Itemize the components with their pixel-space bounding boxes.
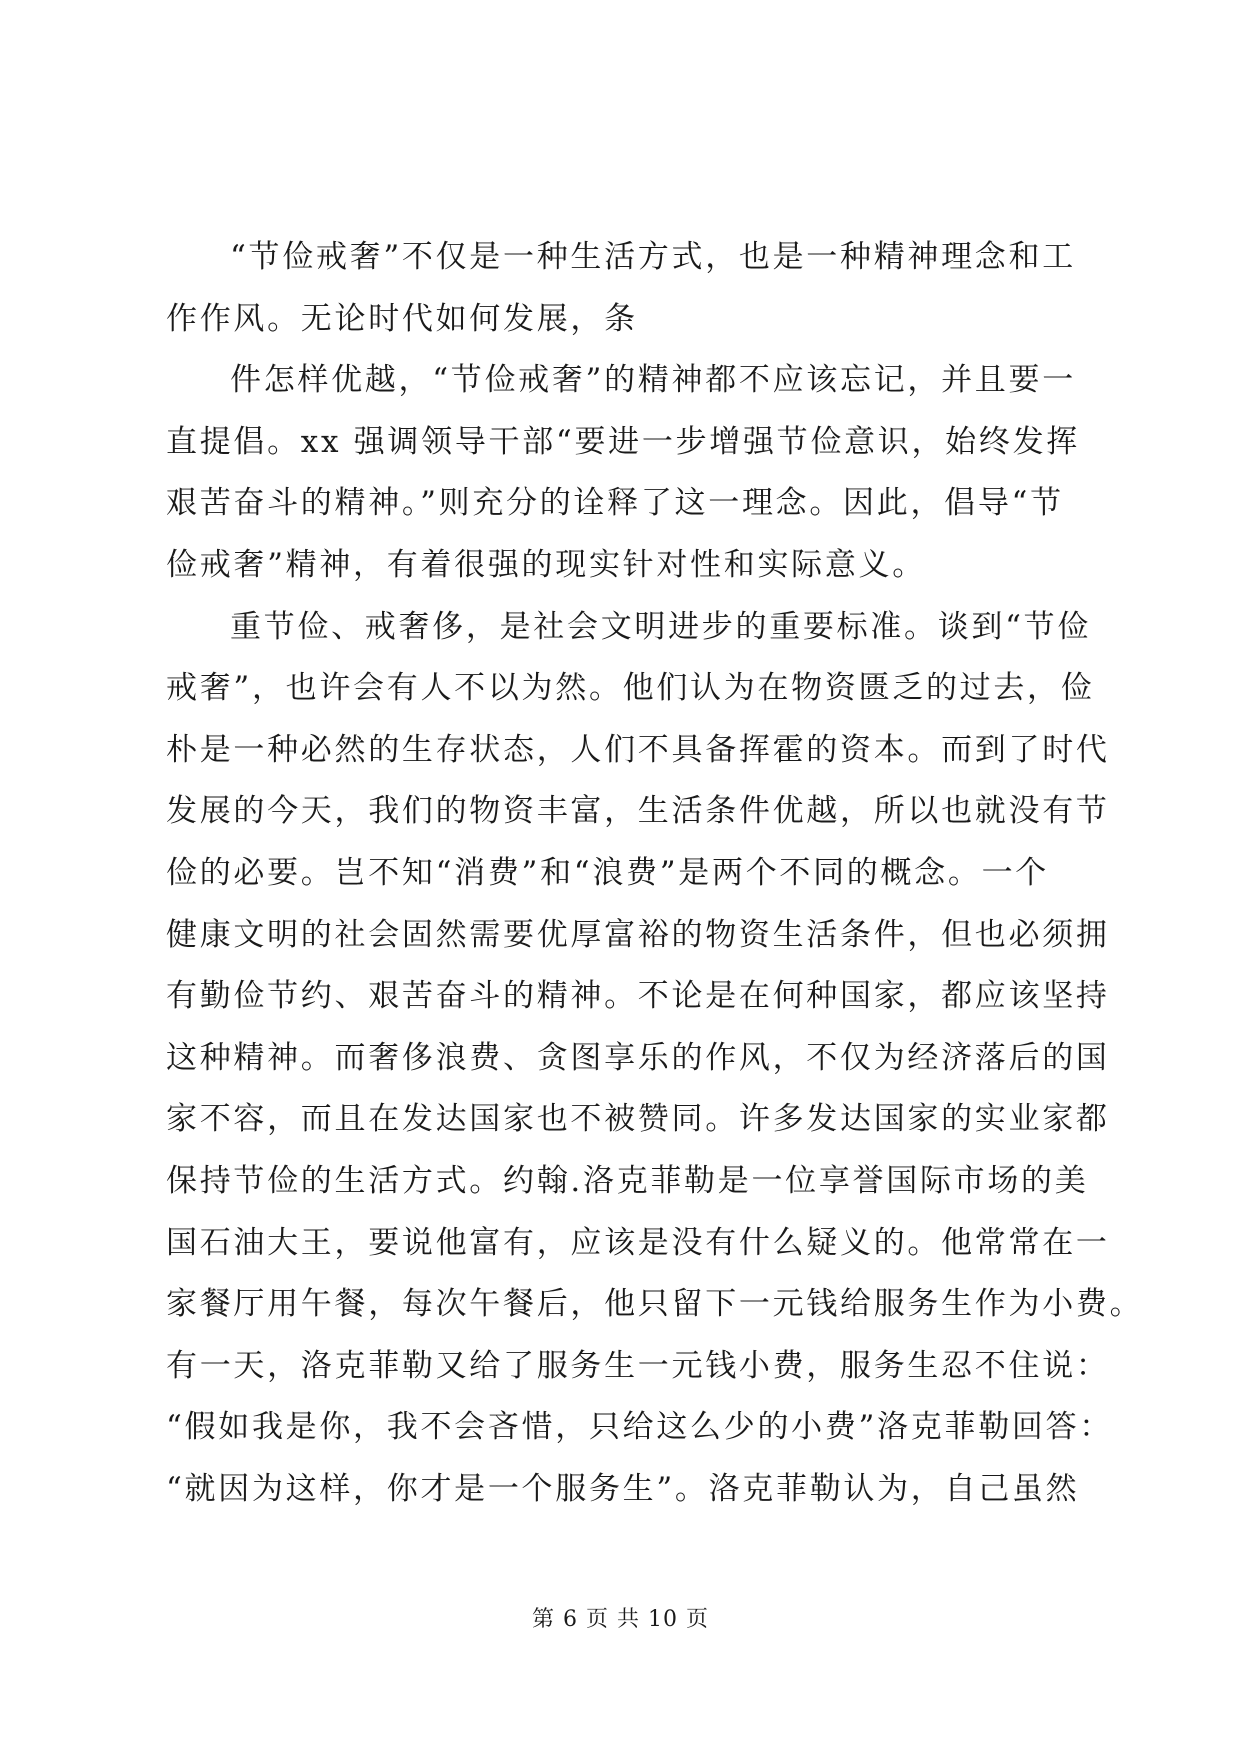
text-line: 俭的必要。岂不知“消费”和“浪费”是两个不同的概念。一个 (166, 854, 1049, 891)
text-line: 家餐厅用午餐，每次午餐后，他只留下一元钱给服务生作为小费。 (166, 1286, 1144, 1323)
text-line: 有一天，洛克菲勒又给了服务生一元钱小费，服务生忍不住说： (166, 1347, 1110, 1384)
text-line: 直提倡。xx 强调领导干部“要进一步增强节俭意识，始终发挥 (166, 423, 1080, 460)
text-line: 发展的今天，我们的物资丰富，生活条件优越，所以也就没有节 (166, 793, 1110, 830)
text-line: 作作风。无论时代如何发展，条 (166, 300, 638, 337)
text-line: “假如我是你，我不会吝惜，只给这么少的小费”洛克菲勒回答： (166, 1409, 1113, 1446)
text-line: 重节俭、戒奢侈，是社会文明进步的重要标准。谈到“节俭 (230, 608, 1092, 645)
text-line: 这种精神。而奢侈浪费、贪图享乐的作风，不仅为经济落后的国 (166, 1039, 1110, 1076)
text-line: 戒奢”，也许会有人不以为然。他们认为在物资匮乏的过去，俭 (166, 670, 1095, 707)
text-line: 朴是一种必然的生存状态，人们不具备挥霍的资本。而到了时代 (166, 731, 1110, 768)
text-line: 俭戒奢”精神，有着很强的现实针对性和实际意义。 (166, 546, 926, 583)
text-line: 健康文明的社会固然需要优厚富裕的物资生活条件，但也必须拥 (166, 916, 1110, 953)
text-line: 有勤俭节约、艰苦奋斗的精神。不论是在何种国家，都应该坚持 (166, 978, 1110, 1015)
text-line: 艰苦奋斗的精神。”则充分的诠释了这一理念。因此，倡导“节 (166, 485, 1064, 522)
document-body (166, 227, 1144, 1520)
text-line: 件怎样优越，“节俭戒奢”的精神都不应该忘记，并且要一 (230, 362, 1076, 399)
text-line: 国石油大王，要说他富有，应该是没有什么疑义的。他常常在一 (166, 1224, 1110, 1261)
text-line: 家不容，而且在发达国家也不被赞同。许多发达国家的实业家都 (166, 1101, 1110, 1138)
text-line: 保持节俭的生活方式。约翰.洛克菲勒是一位享誉国际市场的美 (166, 1162, 1089, 1199)
text-line: “就因为这样，你才是一个服务生”。洛克菲勒认为，自己虽然 (166, 1470, 1080, 1507)
text-line: “节俭戒奢”不仅是一种生活方式，也是一种精神理念和工 (230, 239, 1076, 275)
page-number-footer: 第 6 页 共 10 页 (532, 1607, 709, 1632)
